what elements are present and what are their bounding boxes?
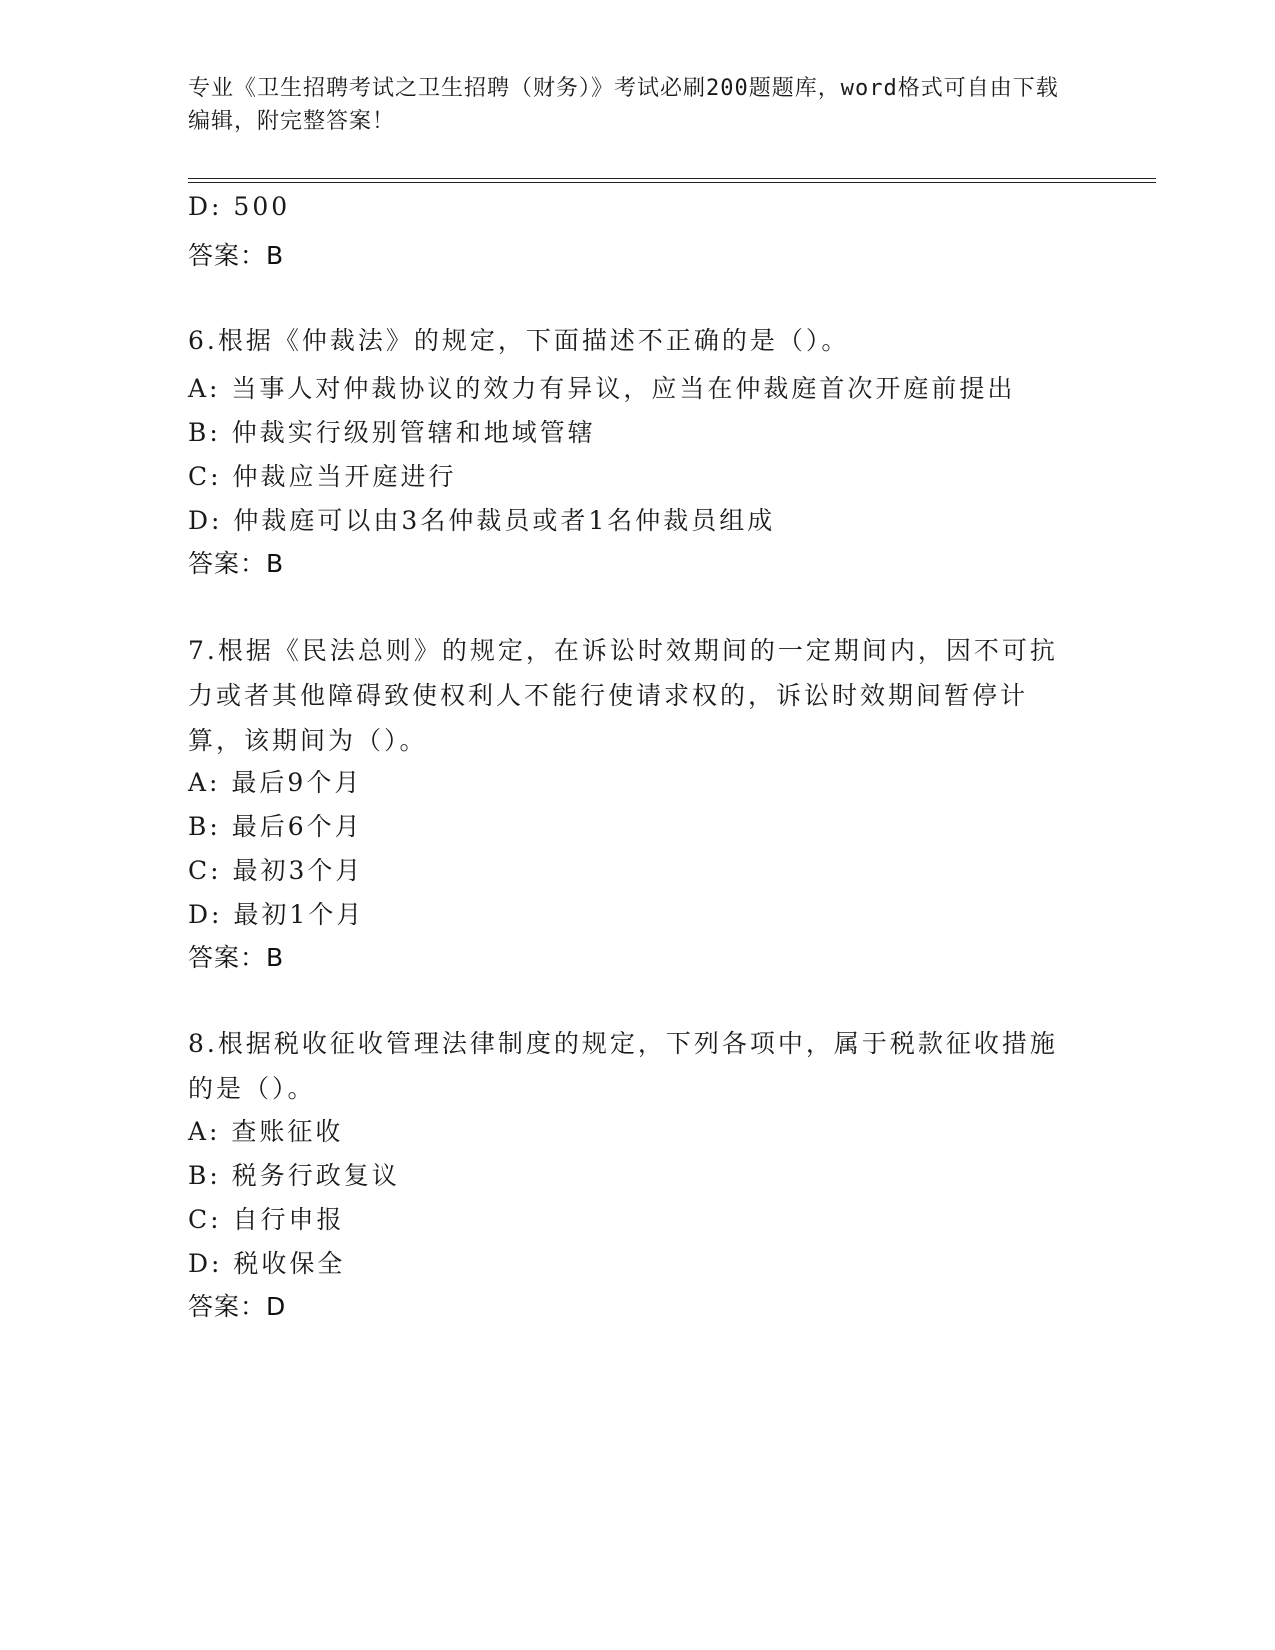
q7-option-b: B: 最后6个月 xyxy=(188,812,363,841)
q7-stem: 7.根据《民法总则》的规定，在诉讼时效期间的一定期间内，因不可抗力或者其他障碍致使权利人不能行使请求权的，诉讼时效期间暂停计算，该期间为（）。 xyxy=(188,636,1058,755)
q8-answer: 答案：D xyxy=(188,1292,287,1321)
q6-option-c: C: 仲裁应当开庭进行 xyxy=(188,462,457,491)
q8-option-a: A: 查账征收 xyxy=(188,1117,344,1146)
q6-option-b: B: 仲裁实行级别管辖和地域管辖 xyxy=(188,418,596,447)
q6-option-d: D: 仲裁庭可以由3名仲裁员或者1名仲裁员组成 xyxy=(188,506,776,535)
prev-option-d: D: 500 xyxy=(188,192,291,221)
q7-option-a: A: 最后9个月 xyxy=(188,768,363,797)
prev-answer: 答案：B xyxy=(188,241,285,270)
q8-stem: 8.根据税收征收管理法律制度的规定，下列各项中，属于税款征收措施的是（）。 xyxy=(188,1029,1058,1103)
page-header: 专业《卫生招聘考试之卫生招聘（财务）》考试必刷200题题库，word格式可自由下载编辑，附完整答案！ xyxy=(188,76,1059,134)
header-divider-bottom xyxy=(188,182,1156,183)
q7-option-c: C: 最初3个月 xyxy=(188,856,364,885)
q8-option-c: C: 自行申报 xyxy=(188,1205,345,1234)
header-divider-top xyxy=(188,178,1156,179)
q6-stem: 6.根据《仲裁法》的规定，下面描述不正确的是（）。 xyxy=(188,326,850,355)
q8-option-d: D: 税收保全 xyxy=(188,1249,346,1278)
q7-answer: 答案：B xyxy=(188,943,285,972)
q6-option-a: A: 当事人对仲裁协议的效力有异议，应当在仲裁庭首次开庭前提出 xyxy=(188,374,1016,403)
q6-answer: 答案：B xyxy=(188,549,285,578)
q7-option-d: D: 最初1个月 xyxy=(188,900,365,929)
q8-option-b: B: 税务行政复议 xyxy=(188,1161,400,1190)
